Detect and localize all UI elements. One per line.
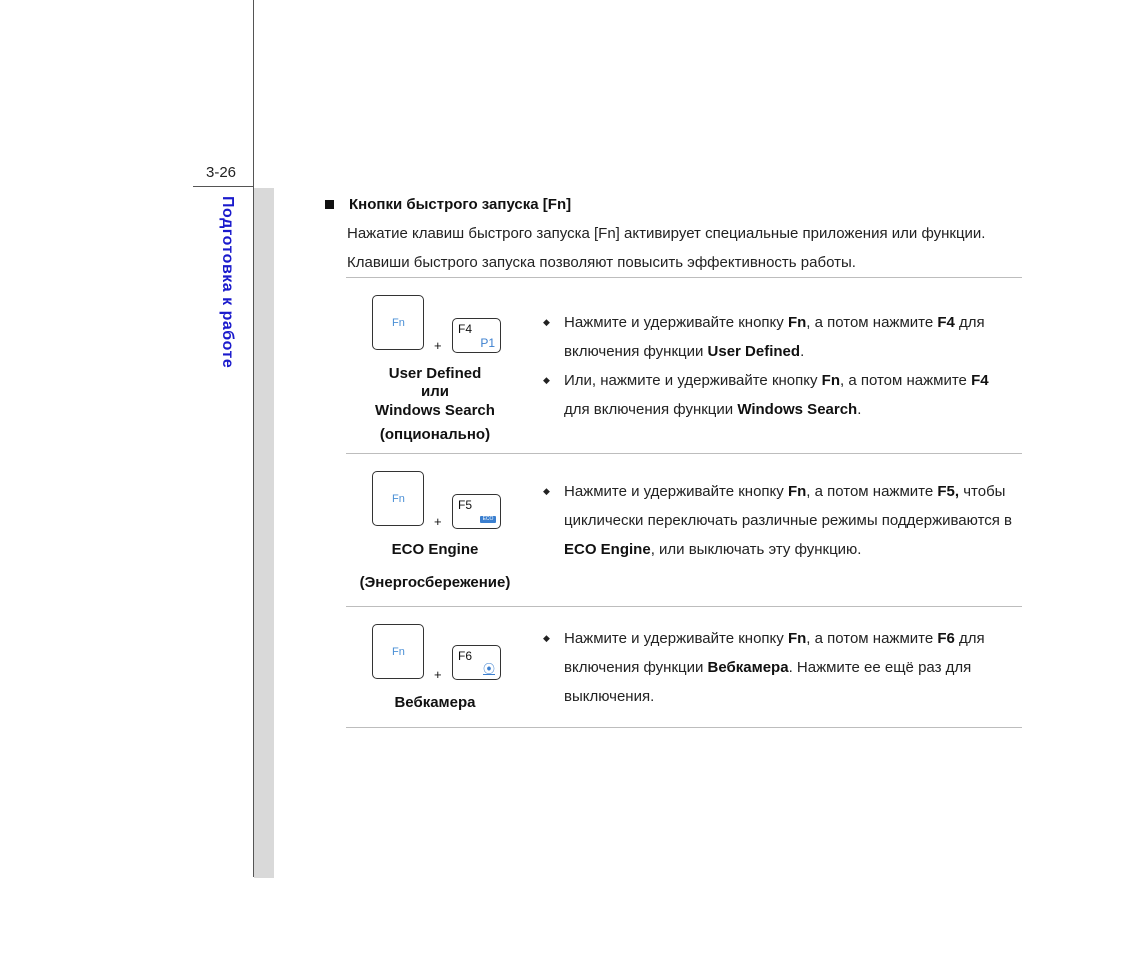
- bullet-item: [543, 624, 1018, 711]
- diamond-bullet-icon: ◆: [543, 486, 550, 496]
- intro-line-2: Клавиши быстрого запуска позволяют повысить эффективность работы.: [347, 254, 856, 271]
- hotkey-label: [345, 365, 525, 445]
- section-heading: [325, 196, 571, 213]
- divider: [346, 277, 1022, 278]
- plus-sign: +: [434, 514, 442, 529]
- side-chapter-title: Подготовка к работе: [219, 196, 236, 369]
- hotkey-description: [543, 477, 1018, 564]
- text: для включения функции: [564, 314, 985, 360]
- key-name: F5,: [937, 483, 960, 500]
- text: для включения функции: [564, 401, 738, 418]
- text: , а потом нажмите: [806, 630, 938, 647]
- text: , а потом нажмите: [806, 314, 938, 331]
- fn-key-icon: [372, 295, 424, 350]
- key-name: Fn: [821, 372, 840, 389]
- fn-key-label: Fn: [392, 493, 405, 505]
- key-name: F6: [937, 630, 955, 647]
- square-bullet-icon: [325, 200, 334, 209]
- bullet-item: [543, 477, 1018, 564]
- hotkey-label-line: User Defined: [388, 365, 482, 382]
- section-heading-text: Кнопки быстрого запуска [Fn]: [349, 196, 572, 213]
- fn-key-label: Fn: [392, 317, 405, 329]
- hotkey-label-line: Вебкамера: [394, 694, 476, 711]
- hotkey-label-line: (Энергосбережение): [359, 574, 511, 591]
- hotkey-label-line: Windows Search: [375, 402, 495, 419]
- divider: [346, 727, 1022, 728]
- text: Нажмите и удерживайте кнопку: [564, 314, 788, 331]
- bullet-item: [543, 308, 1018, 366]
- f5-key-label: F5: [458, 498, 473, 512]
- eco-icon: ECO: [480, 516, 496, 523]
- hotkey-description: [543, 624, 1018, 711]
- text: чтобы циклически переключать различные режимы поддерживаются в: [564, 483, 1013, 529]
- text: .: [857, 401, 862, 418]
- text: Или, нажмите и удерживайте кнопку: [564, 372, 822, 389]
- page-number: 3-26: [206, 164, 237, 181]
- bullet-item: [543, 366, 1018, 424]
- divider: [346, 606, 1022, 607]
- key-name: F4: [937, 314, 955, 331]
- f4-key-icon: [452, 318, 501, 353]
- text: , а потом нажмите: [839, 372, 972, 389]
- side-band: [254, 188, 274, 878]
- hotkey-label-line: (опционально): [379, 426, 491, 443]
- plus-sign: +: [434, 667, 442, 682]
- intro-line-1: Нажатие клавиш быстрого запуска [Fn] активирует специальные приложения или функции.: [347, 225, 986, 242]
- key-name: Fn: [787, 483, 807, 500]
- key-name: Fn: [787, 314, 807, 331]
- text: Нажмите и удерживайте кнопку: [564, 483, 788, 500]
- text: Нажмите и удерживайте кнопку: [564, 630, 788, 647]
- plus-sign: +: [434, 338, 442, 353]
- hotkey-label: [345, 541, 525, 592]
- hotkey-label: [345, 694, 525, 712]
- diamond-bullet-icon: ◆: [543, 633, 550, 643]
- fn-key-icon: [372, 471, 424, 526]
- text: .: [800, 343, 805, 360]
- fn-key-icon: [372, 624, 424, 679]
- fn-key-label: Fn: [392, 646, 405, 658]
- text: . Нажмите ее ещё раз для выключения.: [564, 659, 972, 705]
- text: , а потом нажмите: [806, 483, 938, 500]
- key-name: F4: [971, 372, 989, 389]
- text: , или выключать эту функцию.: [650, 541, 862, 558]
- function-name: Вебкамера: [707, 659, 789, 676]
- webcam-icon: ⦿: [482, 662, 495, 676]
- f6-key-icon: [452, 645, 501, 680]
- function-name: User Defined: [707, 343, 801, 360]
- function-name: Windows Search: [737, 401, 858, 418]
- key-name: Fn: [787, 630, 807, 647]
- f4-key-label: F4: [458, 322, 473, 336]
- f6-key-label: F6: [458, 649, 473, 663]
- diamond-bullet-icon: ◆: [543, 375, 550, 385]
- hotkey-label-line: или: [421, 383, 449, 400]
- function-name: ECO Engine: [564, 541, 651, 558]
- page-number-rule: [193, 186, 254, 187]
- hotkey-label-line: ECO Engine: [391, 541, 479, 558]
- diamond-bullet-icon: ◆: [543, 317, 550, 327]
- text: для включения функции: [564, 630, 985, 676]
- hotkey-description: [543, 308, 1018, 424]
- p1-icon: P1: [480, 336, 495, 350]
- f5-key-icon: [452, 494, 501, 529]
- divider: [346, 453, 1022, 454]
